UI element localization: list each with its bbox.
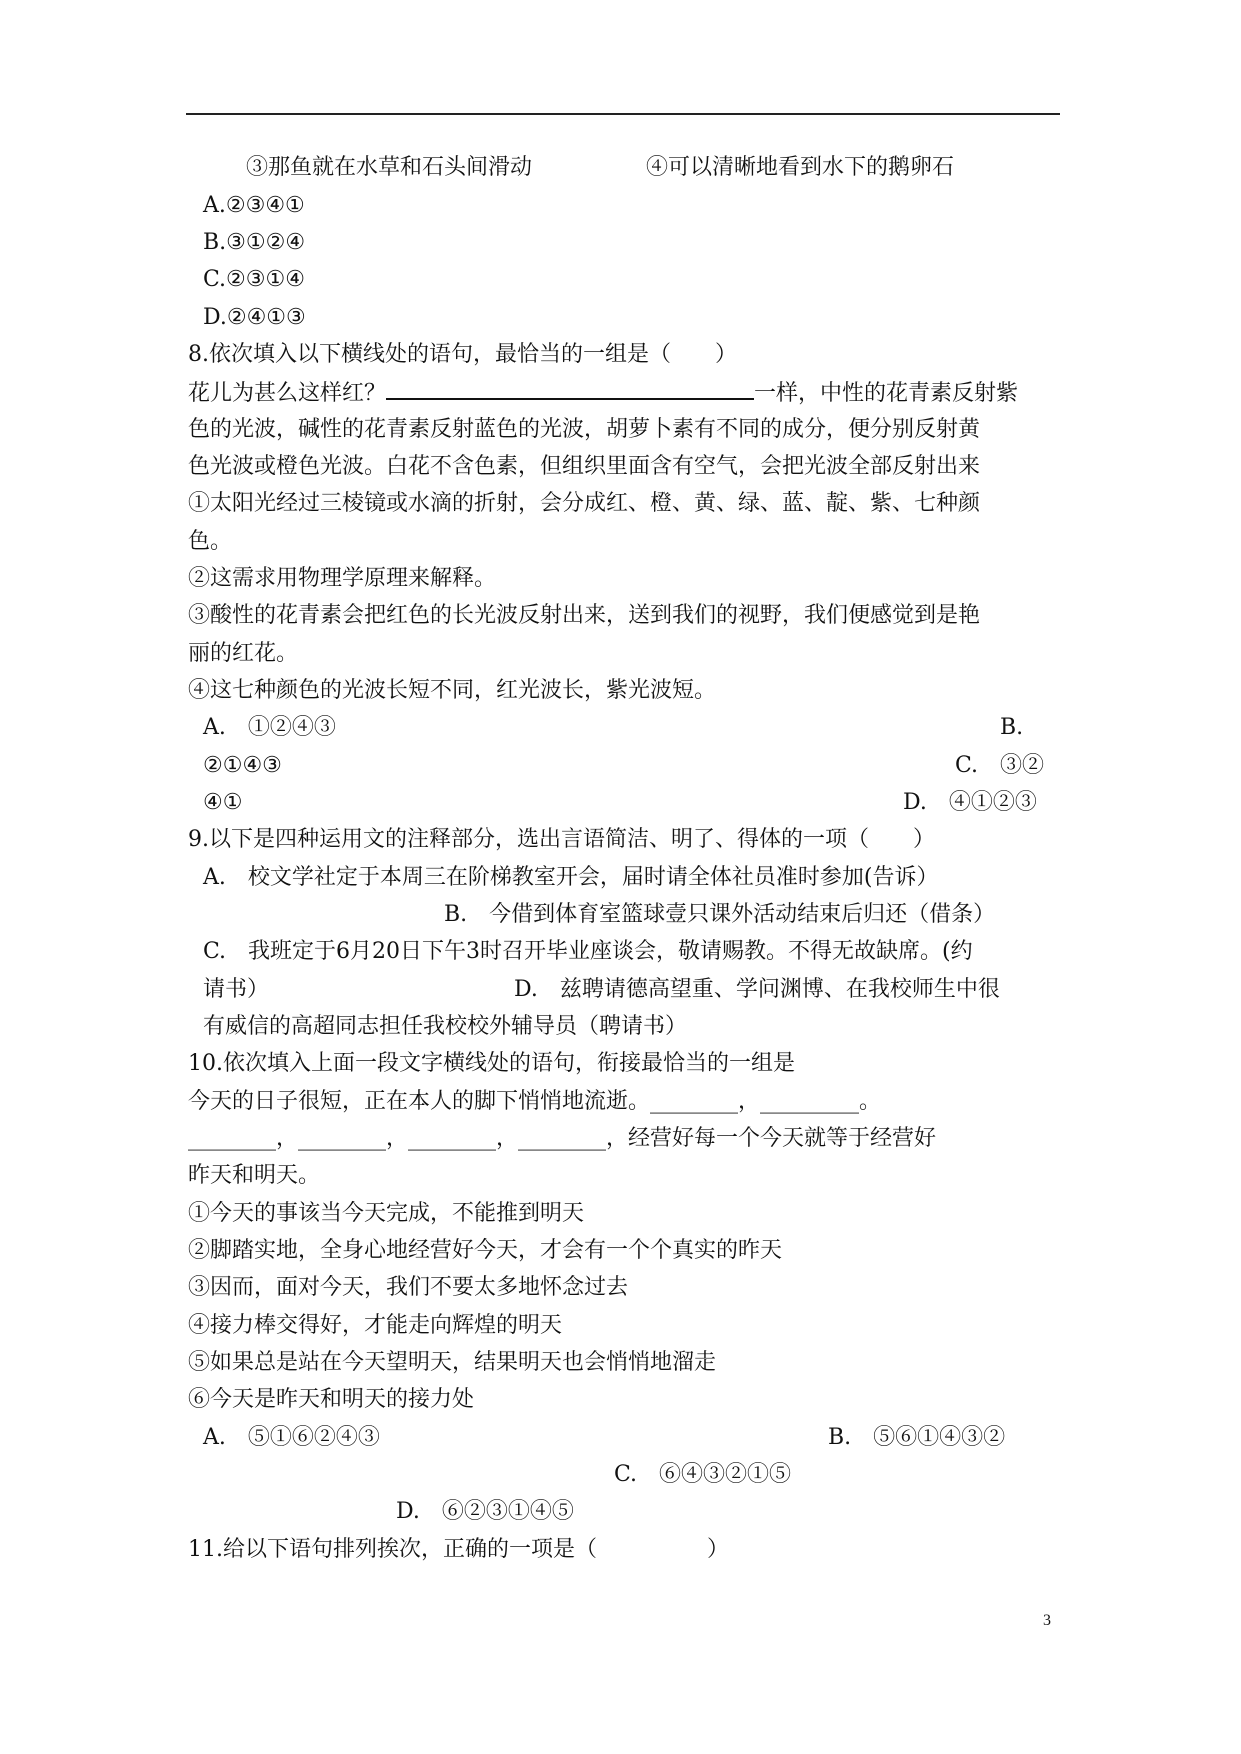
q8-option-b-value: ②①④③: [203, 753, 282, 778]
q8-option-c-part-2: ④①: [203, 790, 243, 815]
q10-passage-line-3: 昨天和明天。: [188, 1163, 321, 1188]
header-rule: [186, 113, 1060, 115]
q8-sentence-3-line-2: 丽的红花。: [188, 641, 299, 666]
q7-item-3: ③那鱼就在水草和石头间滑动: [246, 155, 533, 180]
q8-passage-line-3: 色光波或橙色光波。白花不含色素，但组织里面含有空气，会把光波全部反射出来: [188, 454, 981, 479]
q8-sentence-2: ②这需求用物理学原理来解释。: [188, 566, 497, 591]
q7-option-a: A.②③④①: [203, 193, 305, 218]
q9-option-c-line-1: C. 我班定于6月20日下午3时召开毕业座谈会，敬请赐教。不得无故缺席。(约: [203, 939, 973, 964]
q7-item-4: ④可以清晰地看到水下的鹅卵石: [646, 155, 955, 180]
q11-stem: 11.给以下语句排列挨次，正确的一项是（ ）: [188, 1537, 729, 1562]
q10-passage-line-2: ________，________，________，________，经营好每一个今天就等于经营好: [188, 1126, 937, 1151]
q8-sentence-4: ④这七种颜色的光波长短不同，红光波长，紫光波短。: [188, 678, 717, 703]
q8-sentence-3-line-1: ③酸性的花青素会把红色的长光波反射出来，送到我们的视野，我们便感觉到是艳: [188, 603, 981, 628]
q8-passage-line-2: 色的光波，碱性的花青素反射蓝色的光波，胡萝卜素有不同的成分，便分别反射黄: [188, 417, 981, 442]
q10-sentence-1: ①今天的事该当今天完成，不能推到明天: [188, 1201, 585, 1226]
q7-option-c: C.②③①④: [203, 267, 305, 292]
q10-option-d: D. ⑥②③①④⑤: [396, 1499, 574, 1524]
q9-option-b: B. 今借到体育室篮球壹只课外活动结束后归还（借条）: [444, 902, 996, 927]
q9-stem: 9.以下是四种运用文的注释部分，选出言语简洁、明了、得体的一项（ ）: [188, 827, 935, 852]
q8-option-d: D. ④①②③: [903, 790, 1037, 815]
q8-passage-line-1: [188, 374, 1018, 412]
q10-sentence-2: ②脚踏实地，全身心地经营好今天，才会有一个个真实的昨天: [188, 1238, 783, 1263]
q10-option-a: A. ⑤①⑥②④③: [203, 1425, 380, 1450]
q10-option-c: C. ⑥④③②①⑤: [614, 1462, 792, 1487]
q8-passage-post: 一样，中性的花青素反射紫: [754, 381, 1019, 406]
q8-option-c-part-1: C. ③②: [955, 753, 1045, 778]
q8-sentence-1-line-2: 色。: [188, 529, 233, 554]
q8-stem: 8.依次填入以下横线处的语句，最恰当的一组是（ ）: [188, 342, 737, 367]
q8-sentence-1-line-1: ①太阳光经过三棱镜或水滴的折射，会分成红、橙、黄、绿、蓝、靛、紫、七种颜: [188, 491, 981, 516]
q10-option-b: B. ⑤⑥①④③②: [828, 1425, 1006, 1450]
q10-sentence-3: ③因而，面对今天，我们不要太多地怀念过去: [188, 1275, 629, 1300]
q9-option-c-line-2: 请书）: [203, 977, 270, 1002]
q8-fill-blank: [386, 374, 754, 400]
q10-sentence-6: ⑥今天是昨天和明天的接力处: [188, 1387, 475, 1412]
q7-option-b: B.③①②④: [203, 230, 306, 255]
q9-option-d-line-2: 有威信的高超同志担任我校校外辅导员（聘请书）: [203, 1014, 688, 1039]
q10-passage-line-1: 今天的日子很短，正在本人的脚下悄悄地流逝。________，_________。: [188, 1089, 882, 1114]
q10-stem: 10.依次填入上面一段文字横线处的语句，衔接最恰当的一组是: [188, 1051, 795, 1076]
q9-option-d-line-1: D. 兹聘请德高望重、学问渊博、在我校师生中很: [514, 977, 1000, 1002]
q10-sentence-5: ⑤如果总是站在今天望明天，结果明天也会悄悄地溜走: [188, 1350, 717, 1375]
page-number: 3: [1043, 1612, 1051, 1629]
q7-option-d: D.②④①③: [203, 305, 306, 330]
q10-sentence-4: ④接力棒交得好，才能走向辉煌的明天: [188, 1313, 563, 1338]
q8-passage-pre: 花儿为甚么这样红？: [188, 381, 387, 406]
q8-option-b-label: B.: [1000, 715, 1024, 740]
q8-option-a: A. ①②④③: [203, 715, 336, 740]
q9-option-a: A. 校文学社定于本周三在阶梯教室开会，届时请全体社员准时参加(告诉）: [203, 865, 939, 890]
